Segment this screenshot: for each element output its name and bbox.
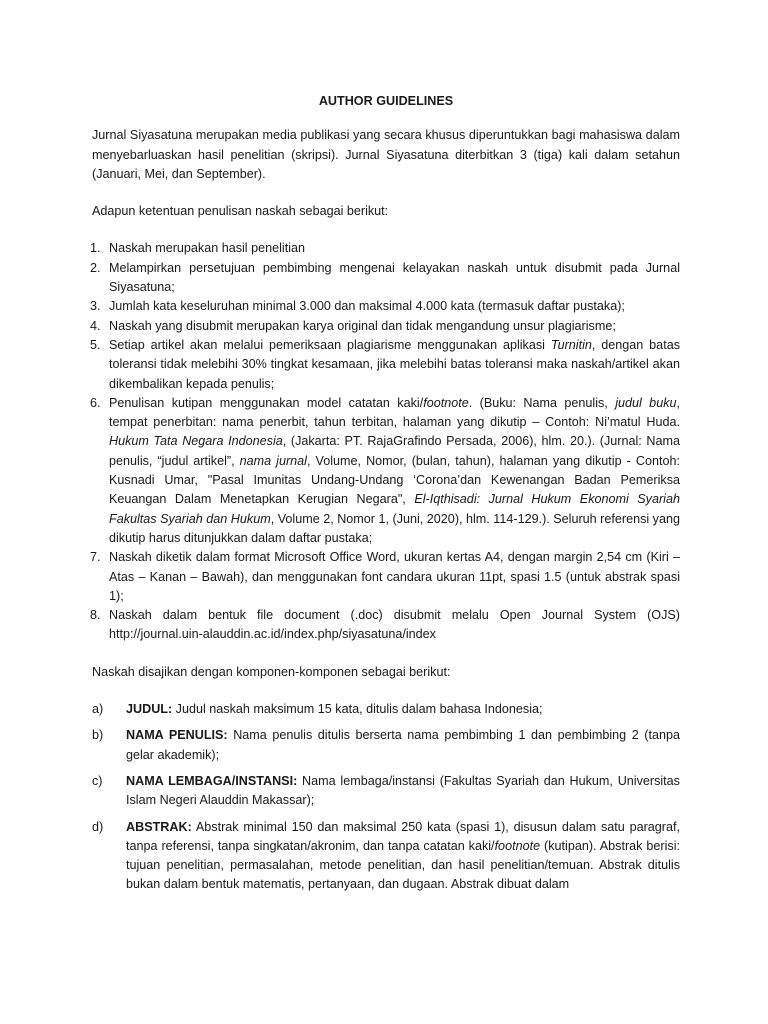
rule-item <box>92 394 680 548</box>
rule-text: Naskah yang disubmit merupakan karya original dan tidak mengandung unsur plagiarisme; <box>109 318 616 333</box>
rule-text: , Volume 2, Nomor 1, (Juni, 2020), hlm. 114-129.). Seluruh referensi yang dikutip harus ditunjukkan dalam daftar pustaka; <box>109 511 680 545</box>
rule-italic: judul buku <box>615 395 677 410</box>
rule-text: Naskah merupakan hasil penelitian <box>109 241 306 256</box>
rule-marker: 4. <box>90 318 101 333</box>
component-text: Abstrak minimal 150 dan maksimal 250 kata (spasi 1), disusun dalam satu paragraf, tanpa referensi, tanpa singkatan/akronim, dan tanpa catatan kaki/ <box>126 819 680 853</box>
rule-text: Setiap artikel akan melalui pemeriksaan plagiarisme menggunakan aplikasi <box>109 337 551 352</box>
rule-italic: footnote <box>423 395 469 410</box>
rule-marker: 5. <box>90 337 101 352</box>
component-italic: footnote <box>494 838 541 853</box>
rule-marker: 1. <box>90 241 101 256</box>
intro-paragraph: Jurnal Siyasatuna merupakan media publikasi yang secara khusus diperuntukkan bagi mahasiswa dalam menyebarluaskan hasil penelitian (skripsi). Jurnal Siyasatuna diterbitkan 3 (tiga) kali dalam setahun (Januari, Mei, dan September). <box>92 128 680 181</box>
rule-text: Naskah diketik dalam format Microsoft Office Word, ukuran kertas A4, dengan margin 2,54 cm (Kiri – Atas – Kanan – Bawah), dan menggunakan font candara ukuran 11pt, spasi 1.5 (untuk abstrak spasi 1); <box>109 550 680 603</box>
component-label: JUDUL: <box>126 702 173 717</box>
component-text: Judul naskah maksimum 15 kata, ditulis dalam bahasa Indonesia; <box>172 702 543 717</box>
rule-text: , Volume, Nomor, (bulan, tahun), halaman yang dikutip - Contoh: Kusnadi Umar, "Pasal Imunitas Undang-Undang ‘Corona’dan Kewenangan Badan Pemeriksa Keuangan Dalam Menetapkan Kerugian Negara", <box>109 453 680 507</box>
component-label: NAMA LEMBAGA/INSTANSI: <box>126 773 298 788</box>
rule-item <box>92 336 680 394</box>
rule-item <box>92 297 680 316</box>
component-item <box>92 700 680 719</box>
rules-lead: Adapun ketentuan penulisan naskah sebagai berikut: <box>92 204 389 219</box>
rule-text: , tempat penerbitan: nama penerbit, tahun terbitan, halaman yang dikutip – Contoh: Ni’matul Huda. <box>109 395 680 430</box>
component-text: Nama penulis ditulis berserta nama pembimbing 1 dan pembimbing 2 (tanpa gelar akademik); <box>126 728 680 762</box>
component-marker: b) <box>92 728 104 743</box>
component-item <box>92 726 680 765</box>
rule-italic: nama jurnal <box>239 453 307 468</box>
rule-item <box>92 606 680 645</box>
rule-item <box>92 548 680 606</box>
rule-text: , dengan batas toleransi tidak melebihi 30% tingkat kesamaan, jika melebihi batas toleransi maka naskah/artikel akan dikembalikan kepada penulis; <box>109 337 680 391</box>
component-item <box>92 772 680 811</box>
rule-item <box>92 259 680 298</box>
component-marker: a) <box>92 702 104 717</box>
document-title: AUTHOR GUIDELINES <box>318 94 454 108</box>
rule-text: , (Jakarta: PT. RajaGrafindo Persada, 2006), hlm. 20.). (Jurnal: Nama penulis, “judul artikel”, <box>109 434 680 468</box>
rule-marker: 7. <box>90 550 101 565</box>
rule-marker: 2. <box>90 260 101 275</box>
rule-item <box>92 239 680 258</box>
rule-text: . (Buku: Nama penulis, <box>468 395 616 410</box>
rule-italic: Hukum Tata Negara Indonesia <box>109 434 283 449</box>
rule-text: Penulisan kutipan menggunakan model catatan kaki/ <box>109 395 424 410</box>
rule-marker: 3. <box>90 299 101 314</box>
rule-marker: 6. <box>90 395 101 410</box>
component-text: Nama lembaga/instansi (Fakultas Syariah dan Hukum, Universitas Islam Negeri Alauddin Makassar); <box>126 773 680 808</box>
components-list <box>92 700 680 895</box>
rule-text: Melampirkan persetujuan pembimbing mengenai kelayakan naskah untuk disubmit pada Jurnal Siyasatuna; <box>109 260 680 295</box>
component-item <box>92 818 680 895</box>
rule-text: Jumlah kata keseluruhan minimal 3.000 dan maksimal 4.000 kata (termasuk daftar pustaka); <box>109 299 625 314</box>
rule-italic: El-Iqthisadi: Jurnal Hukum Ekonomi Syariah Fakultas Syariah dan Hukum <box>109 492 680 526</box>
component-marker: d) <box>92 819 104 834</box>
component-text: (kutipan). Abstrak berisi: tujuan penelitian, permasalahan, metode penelitian, dan hasil penelitian/temuan. Abstrak ditulis bukan dalam bentuk matematis, pertanyaan, dan dugaan. Abstrak dibuat dalam <box>126 838 681 892</box>
rule-item <box>92 317 680 336</box>
component-label: NAMA PENULIS: <box>126 728 228 743</box>
rule-marker: 8. <box>90 608 101 623</box>
components-lead: Naskah disajikan dengan komponen-komponen sebagai berikut: <box>92 664 451 679</box>
component-label: ABSTRAK: <box>126 819 192 834</box>
component-marker: c) <box>92 773 103 788</box>
rule-italic: Turnitin <box>550 337 592 352</box>
rule-text: Naskah dalam bentuk file document (.doc) disubmit melalu Open Journal System (OJS) http://journal.uin-alauddin.ac.id/index.php/siyasatuna/index <box>109 608 680 642</box>
rules-list <box>92 239 680 644</box>
